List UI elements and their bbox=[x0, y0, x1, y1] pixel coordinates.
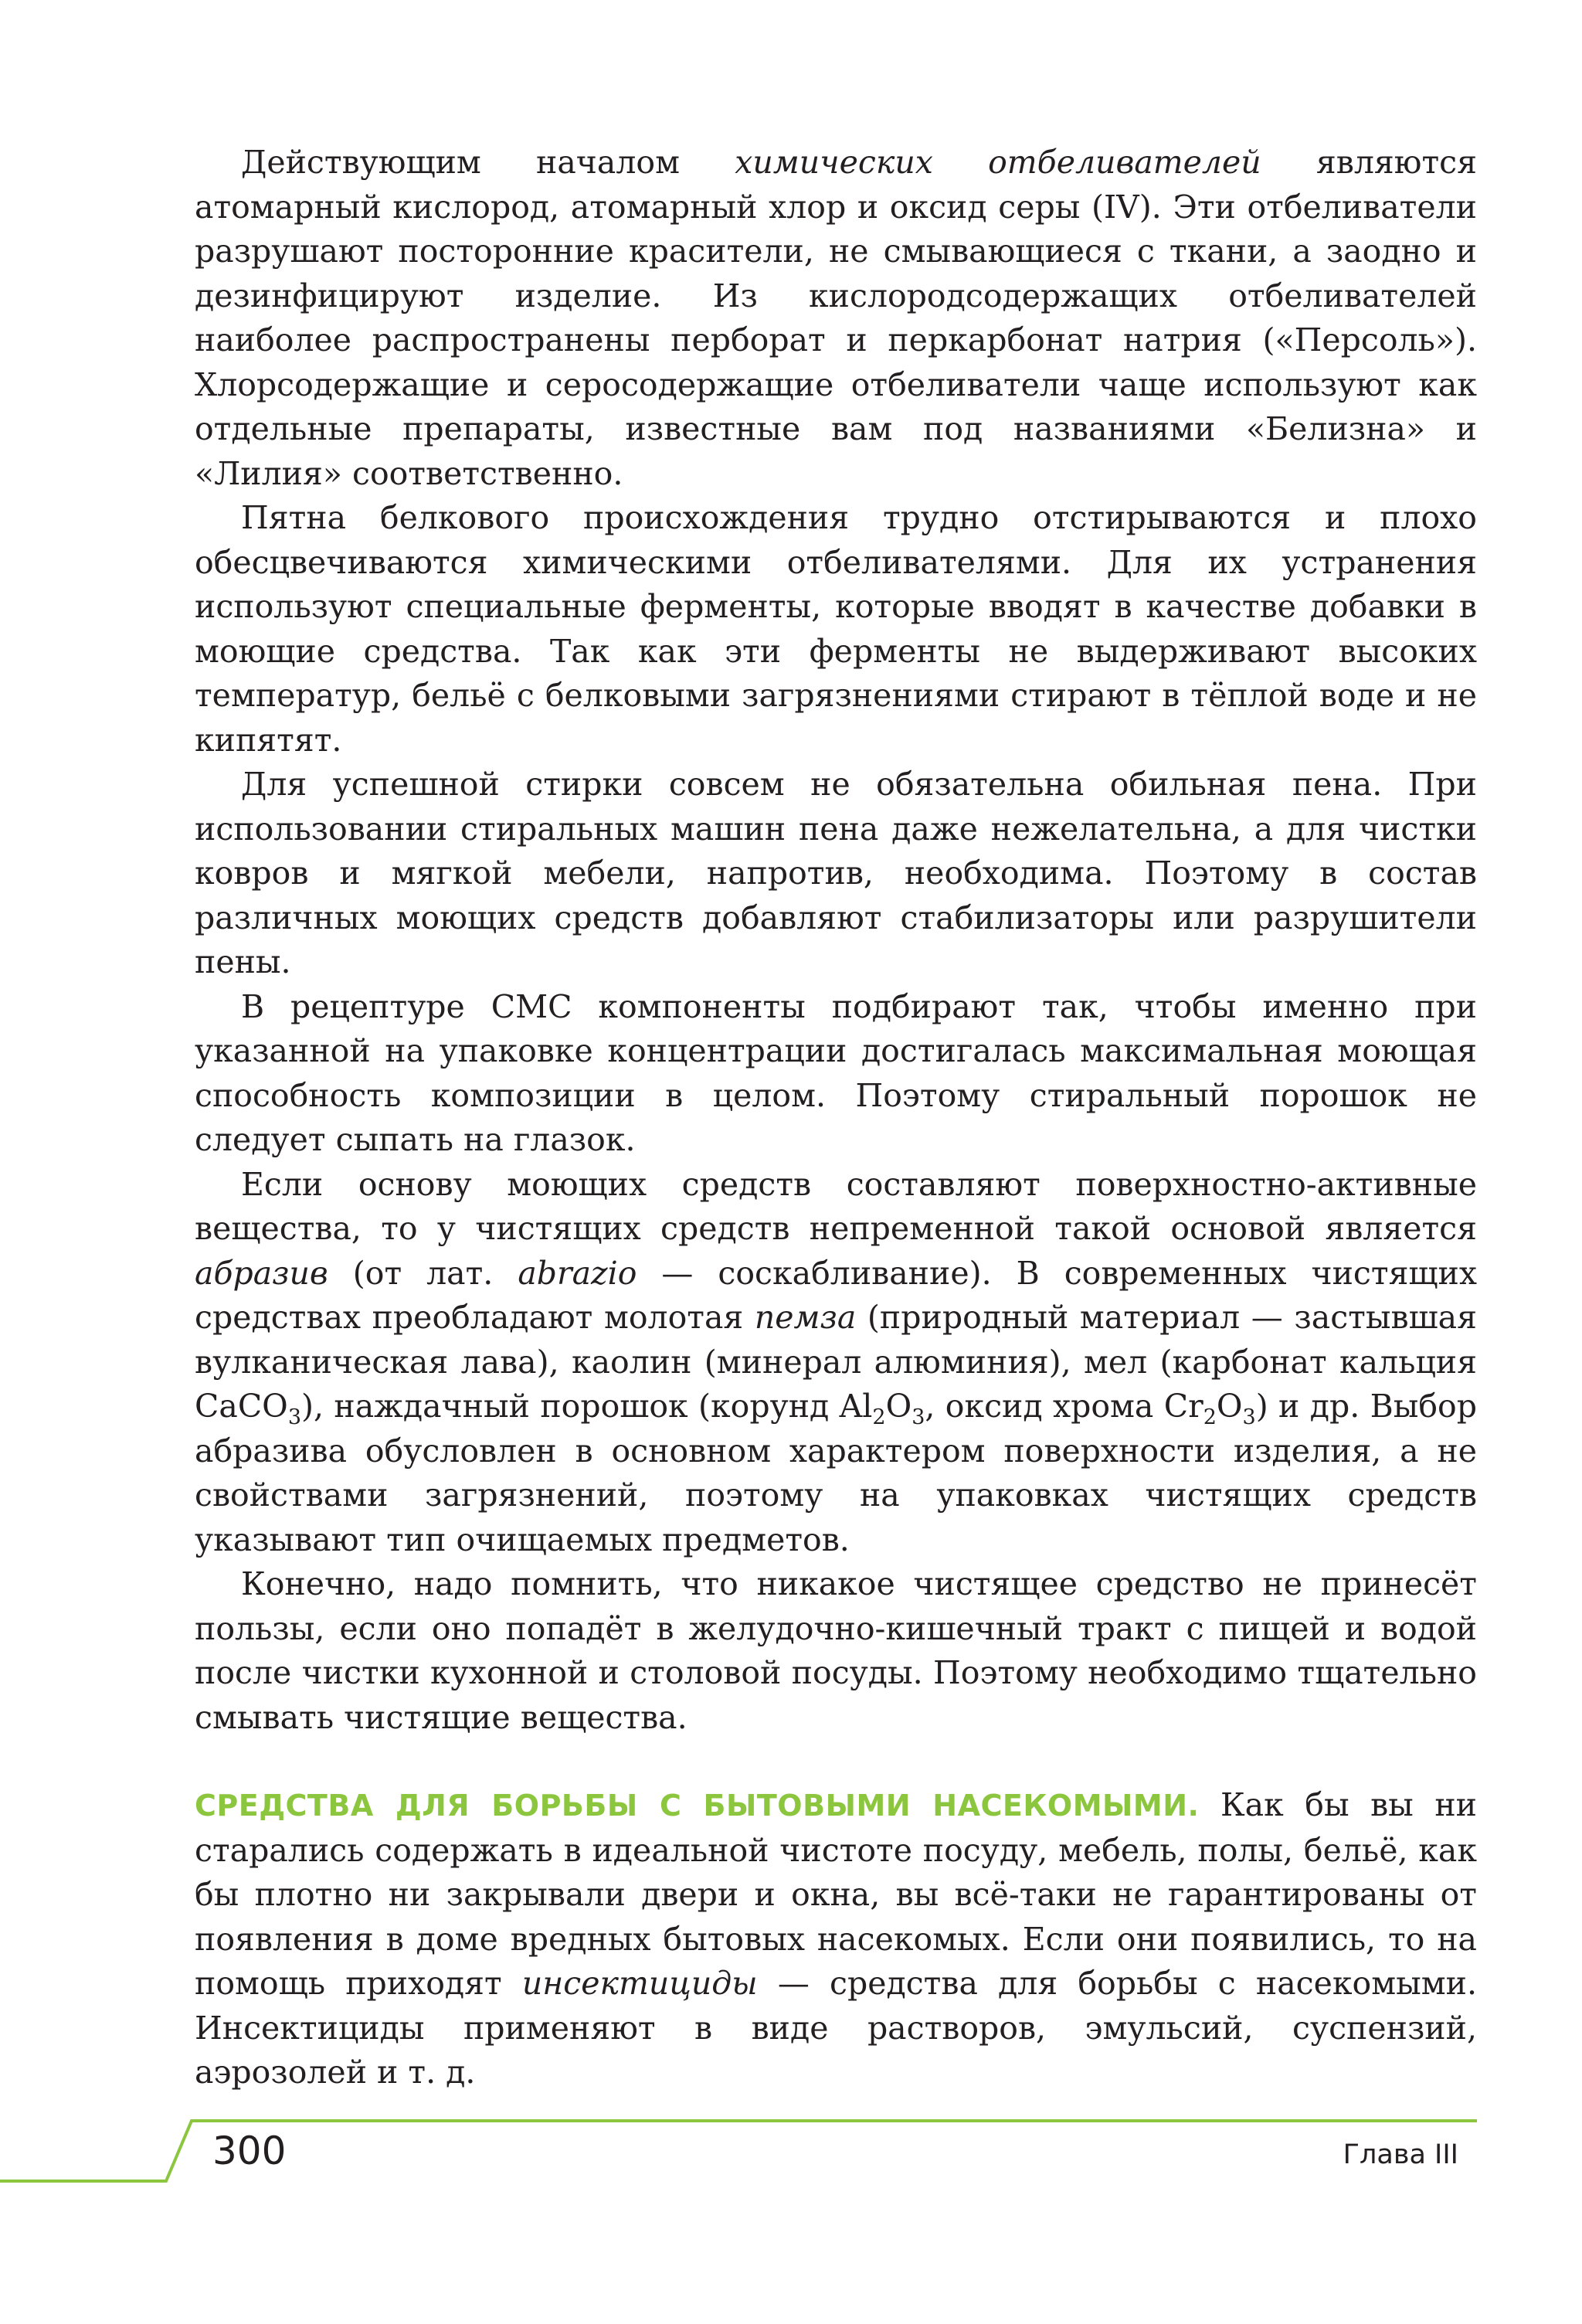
paragraph-protein-stains: Пятна белкового происхождения трудно отстирываются и плохо обесцвечиваются химическими отбеливателями. Для их устранения используют специальные ферменты, которые вводят в качестве добавки в моющие средства. Так как эти ферменты не выдерживают высоких температур, бельё с белковыми загрязнениями стирают в тёплой воде и не кипятят. bbox=[195, 499, 1477, 759]
paragraph-insecticides: СРЕДСТВА ДЛЯ БОРЬБЫ С БЫТОВЫМИ НАСЕКОМЫМИ. Как бы вы ни старались содержать в идеальной чистоте посуду, мебель, полы, бельё, как бы плотно ни закрывали двери и окна, вы всё-таки не гарантированы от появления в доме вредных бытовых насекомых. Если они появились, то на помощь приходят инсектициды — средства для борьбы с насекомыми. Инсектициды применяют в виде растворов, эмульсий, суспензий, аэрозолей и т. д. bbox=[195, 1786, 1477, 2091]
chapter-label: Глава III bbox=[1343, 2139, 1458, 2170]
section-heading: СРЕДСТВА ДЛЯ БОРЬБЫ С БЫТОВЫМИ НАСЕКОМЫМИ. bbox=[195, 1789, 1200, 1823]
main-text bbox=[195, 141, 1477, 2095]
paragraph-sms-recipe: В рецептуре СМС компоненты подбирают так, чтобы именно при указанной на упаковке концентрации достигалась максимальная моющая способность композиции в целом. Поэтому стиральный порошок не следует сыпать на глазок. bbox=[195, 987, 1477, 1158]
page-number: 300 bbox=[212, 2129, 287, 2173]
paragraph-abrasives: Если основу моющих средств составляют поверхностно-активные вещества, то у чистящих средств непременной такой основой является абразив (от лат. abrazio — соскабливание). В современных чистящих средствах преобладают молотая пемза (природный материал — застывшая вулканическая лава), каолин (минерал алюминия), мел (карбонат кальция CaCO$_3$), наждачный порошок (корунд $Al_2O_3$, оксид хрома $Cr_2O_3$) и др. Выбор абразива обусловлен в основном характером поверхности изделия, а не свойствами загрязнений, поэтому на упаковках чистящих средств указывают тип очищаемых предметов. bbox=[195, 1165, 1477, 1558]
paragraph-cleaning-safety: Конечно, надо помнить, что никакое чистящее средство не принесёт пользы, если оно попадёт в желудочно-кишечный тракт с пищей и водой после чистки кухонной и столовой посуды. Поэтому необходимо тщательно смывать чистящие вещества. bbox=[195, 1565, 1477, 1736]
paragraph-bleaches: Действующим началом химических отбеливателей являются атомарный кислород, атомарный хлор и оксид серы (IV). Эти отбеливатели разрушают посторонние красители, не смывающиеся с ткани, а заодно и дезинфицируют изделие. Из кислородсодержащих отбеливателей наиболее распространены перборат и перкарбонат натрия («Персоль»). Хлорсодержащие и серосодержащие отбеливатели чаще используют как отдельные препараты, известные вам под названиями «Белизна» и «Лилия» соответственно. bbox=[195, 144, 1477, 492]
paragraph-foam: Для успешной стирки совсем не обязательна обильная пена. При использовании стиральных машин пена даже нежелательна, а для чистки ковров и мягкой мебели, напротив, необходима. Поэтому в состав различных моющих средств добавляют стабилизаторы или разрушители пены. bbox=[195, 766, 1477, 980]
page-footer bbox=[0, 2113, 1582, 2198]
